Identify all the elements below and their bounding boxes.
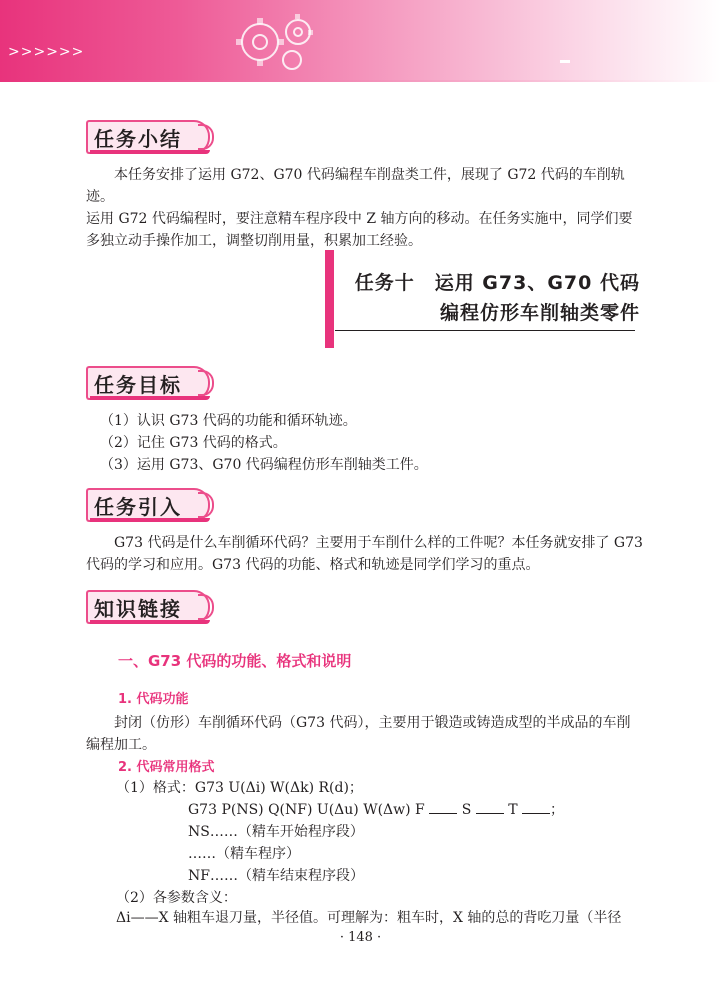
text-line: 多独立动手操作加工，调整切削用量，积累加工经验。 xyxy=(86,233,422,249)
section-title: 任务引入 xyxy=(94,495,182,519)
tab-cap-inner xyxy=(198,594,214,620)
list-item: （1）认识 G73 代码的功能和循环轨迹。 xyxy=(100,413,357,429)
section-title: 任务小结 xyxy=(94,127,182,151)
format-line-5: NF……（精车结束程序段） xyxy=(188,868,364,884)
task-title xyxy=(340,268,640,328)
section-header-goals xyxy=(86,366,214,400)
knowledge-heading: 一、G73 代码的功能、格式和说明 xyxy=(118,652,352,670)
format-label: （1）格式： xyxy=(116,780,195,796)
list-item: （3）运用 G73、G70 代码编程仿形车削轴类工件。 xyxy=(100,457,428,473)
subheading-format: 2. 代码常用格式 xyxy=(118,760,215,775)
text-line: 代码的学习和应用。G73 代码的功能、格式和轨迹是同学们学习的重点。 xyxy=(86,557,540,573)
format-line-3: NS……（精车开始程序段） xyxy=(188,824,364,840)
goals-list xyxy=(100,410,660,476)
gear-icon xyxy=(220,6,340,76)
list-item: （2）记住 G73 代码的格式。 xyxy=(100,435,287,451)
section-header-intro xyxy=(86,488,214,522)
format-code-2: G73 P(NS) Q(NF) U(Δu) W(Δw) F xyxy=(188,802,425,818)
blank-s xyxy=(476,801,504,814)
task-title-line2: 编程仿形车削轴类零件 xyxy=(439,302,640,324)
format-s: S xyxy=(461,802,472,818)
tab-cap-inner xyxy=(198,492,214,518)
text-line: G73 代码是什么车削循环代码？主要用于车削什么样的工件呢？本任务就安排了 G73 xyxy=(114,535,643,551)
header-chevrons: >>>>>> xyxy=(8,44,85,60)
summary-paragraph xyxy=(86,164,646,252)
format-line-2 xyxy=(188,800,564,820)
tab-cap-inner xyxy=(198,124,214,150)
blank-f xyxy=(429,801,457,814)
subheading-function: 1. 代码功能 xyxy=(118,692,189,707)
header-divider xyxy=(0,80,721,82)
header-dash xyxy=(560,60,570,63)
format-end: ； xyxy=(549,802,564,818)
format-line-1 xyxy=(116,778,363,798)
section-header-knowledge xyxy=(86,590,214,624)
format-t: T xyxy=(508,802,518,818)
text-line: 运用 G72 代码编程时，要注意精车程序段中 Z 轴方向的移动。在任务实施中，同学们要 xyxy=(86,211,633,227)
text-line: 本任务安排了运用 G72、G70 代码编程车削盘类工件，展现了 G72 代码的车削轨迹。 xyxy=(86,167,625,205)
task-title-underline xyxy=(335,330,635,331)
format-code-1: G73 U(Δi) W(Δk) R(d)； xyxy=(194,780,363,796)
task-title-bar xyxy=(325,250,334,348)
section-title: 任务目标 xyxy=(94,373,182,397)
section-title: 知识链接 xyxy=(94,597,182,621)
function-paragraph xyxy=(86,712,646,756)
text-line: 编程加工。 xyxy=(86,737,156,753)
param-title: （2）各参数含义： xyxy=(116,890,237,906)
text-line: 封闭（仿形）车削循环代码（G73 代码），主要用于锻造或铸造成型的半成品的车削 xyxy=(114,715,631,731)
task-title-line1: 任务十 运用 G73、G70 代码 xyxy=(354,272,640,294)
format-line-4: ……（精车程序） xyxy=(188,846,300,862)
tab-cap-inner xyxy=(198,370,214,396)
intro-paragraph xyxy=(86,532,646,576)
blank-t xyxy=(522,801,550,814)
page-number: · 148 · xyxy=(339,930,382,945)
param-line-1: Δi——X 轴粗车退刀量，半径值。可理解为：粗车时，X 轴的总的背吃刀量（半径 xyxy=(116,910,622,926)
header-band xyxy=(0,0,721,80)
section-header-summary xyxy=(86,120,214,154)
